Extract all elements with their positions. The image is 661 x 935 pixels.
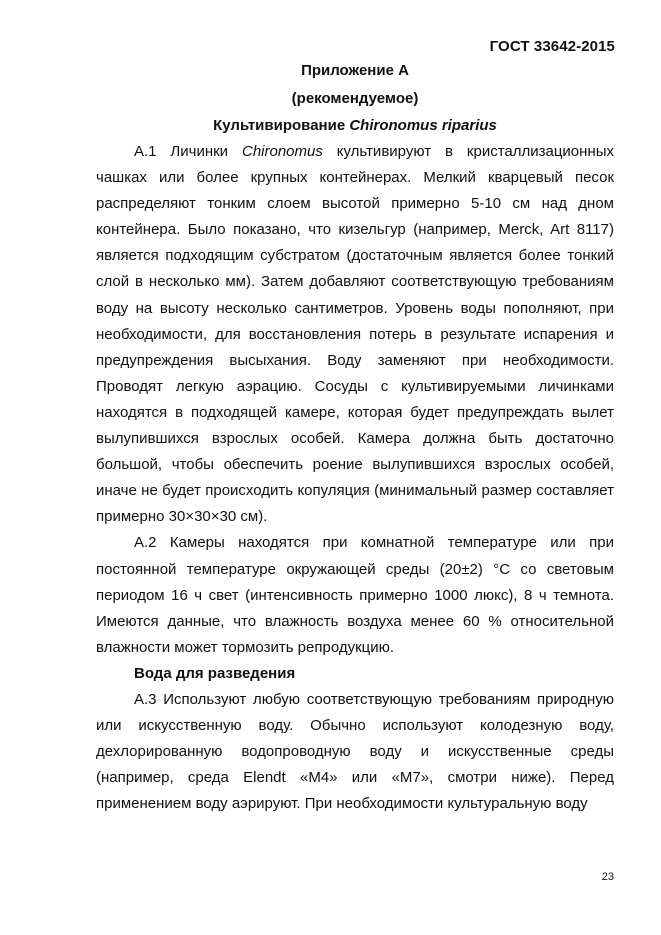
title-species: Chironomus riparius xyxy=(349,117,497,134)
appendix-heading: Приложение А xyxy=(301,62,409,79)
page-number: 23 xyxy=(601,871,614,883)
paragraph-a3: А.3 Используют любую соответствующую требованиям природную или искусственную воду. Обычно используют колодезную воду, дехлорированную водопроводную воду и искусственные среды (например, среда Elendt «М4» или «М7», смотри ниже). Перед применением воду аэрируют. При необходимости культуральную воду xyxy=(96,690,614,813)
appendix-status: (рекомендуемое) xyxy=(291,90,419,107)
a1-start: А.1 Личинки xyxy=(134,143,242,160)
body-text xyxy=(96,139,614,817)
a1-rest: культивируют в кристаллизационных чашках или более крупных контейнерах. Мелкий кварцевый песок распределяют тонким слоем высотой примерно 5-10 см над дном контейнера. Было показано, что кизельгур (например, Merck, Art 8117) является подходящим субстратом (достаточным является более тонкий слой в несколько мм). Затем добавляют соответствующую требованиям воду на высоту несколько сантиметров. Уровень воды пополняют, при необходимости, для восстановления потерь в результате испарения и предупреждения высыхания. Воду заменяют при необходимости. Проводят легкую аэрацию. Сосуды с культивируемыми личинками находятся в подходящей камере, которая будет предупреждать вылет вылупившихся взрослых особей. Камера должна быть достаточно большой, чтобы обеспечить роение вылупившихся взрослых особей, иначе не будет происходить копуляция (минимальный размер составляет примерно 30×30×30 см). xyxy=(96,143,615,526)
document-code: ГОСТ 33642-2015 xyxy=(489,38,615,55)
paragraph-a1 xyxy=(96,139,614,530)
title-prefix: Культивирование xyxy=(213,117,350,134)
paragraph-a2: А.2 Камеры находятся при комнатной температуре или при постоянной температуре окружающей среды (20±2) °С со световым периодом 16 ч свет (интенсивность примерно 1000 люкс), 8 ч темнота. Имеются данные, что влажность воздуха менее 60 % относительной влажности может тормозить репродукцию. xyxy=(96,534,614,656)
a1-species: Chironomus xyxy=(241,143,323,160)
appendix-title xyxy=(96,117,614,134)
subheading-dilution-water: Вода для разведения xyxy=(134,664,296,682)
